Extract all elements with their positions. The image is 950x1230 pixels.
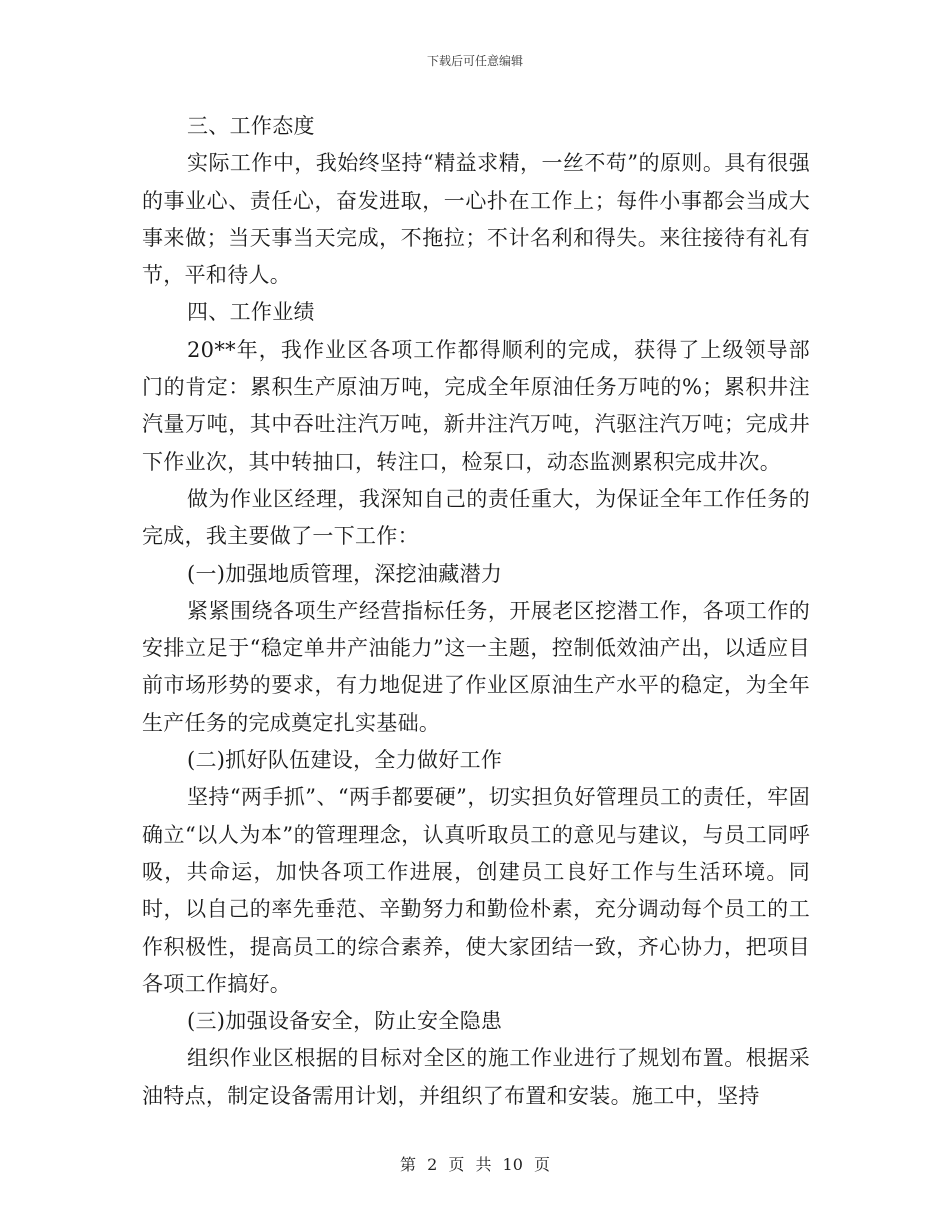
paragraph: 坚持“两手抓”、“两手都要硬”，切实担负好管理员工的责任，牢固确立“以人为本”的管理理念，认真听取员工的意见与建议，与员工同呼吸，共命运，加快各项工作进展，创建员工良好工作与生活环境。同时，以自己的率先垂范、辛勤努力和勤俭朴素，充分调动每个员工的工作积极性，提高员工的综合素养，使大家团结一致，齐心协力，把项目各项工作搞好。 <box>142 785 810 996</box>
page-header: 下载后可任意编辑 <box>426 54 523 68</box>
paragraph: 紧紧围绕各项生产经营指标任务，开展老区挖潜工作，各项工作的安排立足于“稳定单井产油能力”这一主题，控制低效油产出，以适应目前市场形势的要求，有力地促进了作业区原油生产水平的稳定，为全年生产任务的完成奠定扎实基础。 <box>142 598 810 735</box>
subheading-team: (二)抓好队伍建设，全力做好工作 <box>187 748 503 773</box>
section-heading-performance: 四、工作业绩 <box>187 300 315 325</box>
paragraph: 做为作业区经理，我深知自己的责任重大，为保证全年工作任务的完成，我主要做了一下工作： <box>142 486 810 549</box>
paragraph: 20**年，我作业区各项工作都得顺利的完成，获得了上级领导部门的肯定：累积生产原油万吨，完成全年原油任务万吨的%；累积井注汽量万吨，其中吞吐注汽万吨，新井注汽万吨，汽驱注汽万吨；完成井下作业次，其中转抽口，转注口，检泵口，动态监测累积完成井次。 <box>142 337 810 474</box>
paragraph: 组织作业区根据的目标对全区的施工作业进行了规划布置。根据采油特点，制定设备需用计划，并组织了布置和安装。施工中，坚持 <box>142 1046 810 1108</box>
paragraph: 实际工作中，我始终坚持“精益求精，一丝不苟”的原则。具有很强的事业心、责任心，奋发进取，一心扑在工作上；每件小事都会当成大事来做；当天事当天完成，不拖拉；不计名利和得失。来往接待有礼有节，平和待人。 <box>142 151 810 288</box>
page-footer: 第 2 页 共 10 页 <box>400 1155 550 1174</box>
section-heading-attitude: 三、工作态度 <box>187 114 315 138</box>
subheading-safety: (三)加强设备安全，防止安全隐患 <box>187 1009 503 1034</box>
subheading-geology: (一)加强地质管理，深挖油藏潜力 <box>187 561 503 586</box>
document-body <box>142 108 810 1115</box>
